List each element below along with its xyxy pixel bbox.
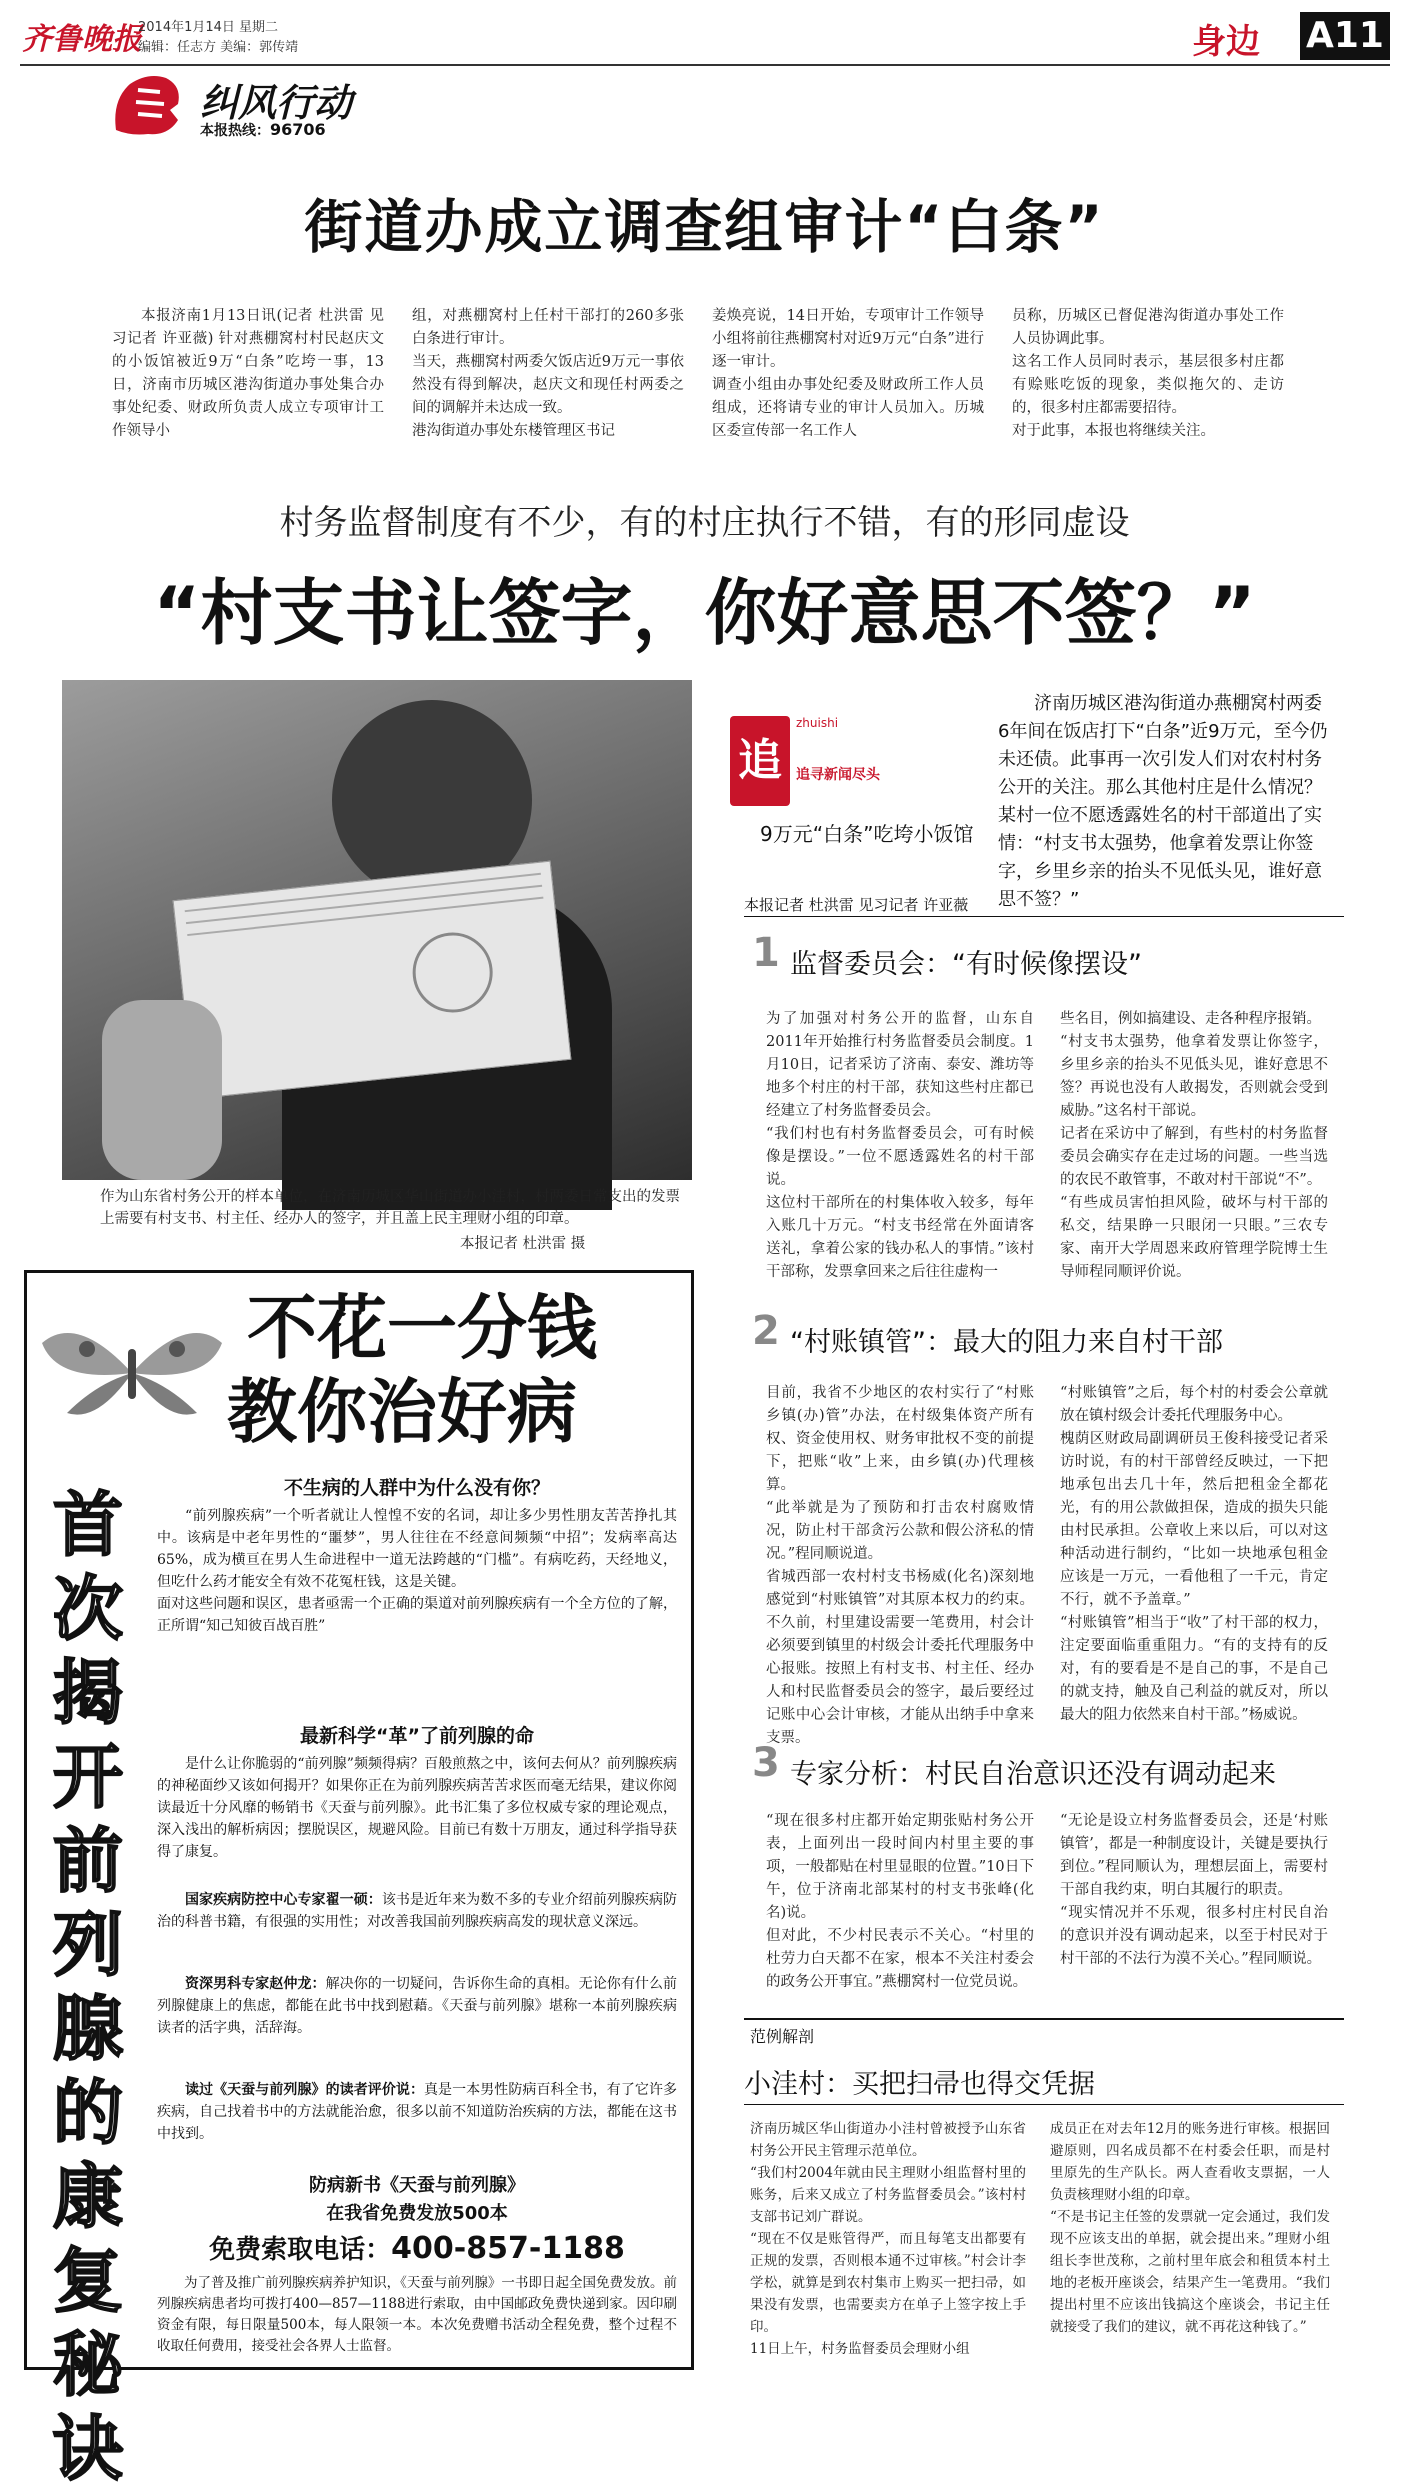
ad-paragraph-2: 是什么让你脆弱的“前列腺”频频得病？百般煎熬之中，该何去何从？前列腺疾病的神秘面纱又该如何揭开？如果你正在为前列腺疾病苦苦求医而毫无结果，建议你阅读最近十分风靡的畅销书《天蚕与前列腺》。此书汇集了多位权威专家的理论观点，深入浅出的解析病因；摆脱误区，规避风险。目前已有数十万朋友，通过科学指导获得了康复。 (157, 1756, 677, 1860)
section1-right: 些名目，例如搞建设、走各种程序报销。 “村支书太强势，他拿着发票让你签字，乡里乡亲的抬头不见低头见，谁好意思不签？再说也没有人敢揭发，否则就会受到威胁。”这名村干部说。 记者在采访中了解到，有些村的村务监督委员会确实存在走过场的问题。一些当选的农民不敢管事，不敢对村干部说“不”。 “有些成员害怕担风险，破坏与村干部的私交，结果睁一只眼闭一只眼。”三农专家、南开大学周恩来政府管理学院博士生导师程同顺评价说。 (1060, 1011, 1328, 1280)
story2-headline: “村支书让签字，你好意思不签？” (153, 571, 1256, 655)
ad-quote-1-text: 该书是近年来为数不多的专业介绍前列腺疾病防治的科普书籍，有很强的实用性；对改善我国前列腺疾病高发的现状意义深远。 (157, 1892, 678, 1930)
header-rule (20, 64, 1390, 66)
hotline (200, 120, 326, 140)
followup-headline: 9万元“白条”吃垮小饭馆 (760, 822, 974, 846)
followup-subtitle: 追寻新闻尽头 (796, 767, 880, 783)
section3-left: “现在很多村庄都开始定期张贴村务公开表，上面列出一段时间内村里主要的事项，一般都贴在村里显眼的位置。”10日下午，位于济南北部某村的村支书张峰(化名)说。 但对此，不少村民表示不关心。“村里的杜劳力白天都不在家，根本不关注村委会的政务公开事宜。”燕棚窝村一位党员说。 (766, 1813, 1034, 1990)
section3-right: “无论是设立村务监督委员会，还是‘村账镇管’，都是一种制度设计，关键是要执行到位。”程同顺认为，理想层面上，需要村干部自我约束，明白其履行的职责。 “现实情况并不乐观，很多村庄村民自治的意识并没有调动起来，以至于村民对于村干部的不法行为漠不关心。”程同顺说。 (1060, 1813, 1328, 1967)
moth-icon (37, 1313, 227, 1433)
photo-credit: 本报记者 杜洪雷 摄 (460, 1236, 586, 1252)
case-right: 成员正在对去年12月的账务进行审核。根据回避原则，四名成员都不在村委会任职，而是村里原先的生产队长。两人查看收支票据，一人负责核理财小组的印章。 “不是书记主任签的发票就一定会通过，我们发现不应该支出的单据，就会提出来。”理财小组组长李世茂称，之前村里年底会和租赁本村土地的老板开座谈会，结果产生一笔费用。“我们提出村里不应该出钱搞这个座谈会，书记主任就接受了我们的建议，就不再花这种钱了。” (1050, 2121, 1330, 2335)
followup-tag-badge (730, 716, 790, 876)
section2-right: “村账镇管”之后，每个村的村委会公章就放在镇村级会计委托代理服务中心。 槐荫区财政局副调研员王俊科接受记者采访时说，有的村干部曾经反映过，一下把地承包出去几十年，然后把租金全都花光，有的用公款做担保，造成的损失只能由村民承担。公章收上来以后，可以对这种活动进行制约，“比如一块地承包租金应该是一万元，一看他租了一千元，肯定不行，就不予盖章。” “村账镇管”相当于“收”了村干部的权力，注定要面临重重阻力。“有的支持有的反对，有的要看是不是自己的事，不是自己的就支持，触及自己利益的就反对，所以最大的阻力依然来自村干部。”杨威说。 (1060, 1385, 1328, 1723)
section2-left: 目前，我省不少地区的农村实行了“村账乡镇(办)管”办法，在村级集体资产所有权、资金使用权、财务审批权不变的前提下，把账“收”上来，由乡镇(办)代理核算。 “此举就是为了预防和打击农村腐败情况，防止村干部贪污公款和假公济私的情况。”程同顺说道。 省城西部一农村村支书杨威(化名)深刻地感觉到“村账镇管”对其原本权力的约束。不久前，村里建设需要一笔费用，村会计必须要到镇里的村级会计委托代理服务中心报账。按照上有村支书、村主任、经办人和村民监督委员会的签字，最后要经过记账中心会计审核，才能从出纳手中拿来支票。 (766, 1385, 1034, 1746)
hotline-number: 96706 (270, 120, 326, 139)
ad-quote-1 (157, 1889, 677, 1933)
photo-caption: 作为山东省村务公开的样本单位，在济南历城区华山街道办小洼村，村两委日常支出的发票上需要有村支书、村主任、经办人的签字，并且盖上民主理财小组的印章。 (100, 1189, 680, 1227)
newspaper-masthead: 齐鲁晚报 (22, 22, 142, 57)
ad-paragraph-1: “前列腺疾病”一个听者就让人惶惶不安的名词，却让多少男性朋友苦苦挣扎其中。该病是中老年男性的“噩梦”，男人往往在不经意间频频“中招”；发病率高达65%，成为横亘在男人生命进程中一道无法跨越的“门槛”。有病吃药，天经地义，但吃什么药才能安全有效不花冤枉钱，这是关键。 面对这些问题和误区，患者亟需一个正确的渠道对前列腺疾病有一个全方位的了解，正所谓“知己知彼百战百胜” (157, 1508, 677, 1634)
ad-headline-1: 不花一分钱 (247, 1287, 597, 1369)
ad-footer: 为了普及推广前列腺疾病养护知识，《天蚕与前列腺》一书即日起全国免费发放。前列腺疾病患者均可拨打400—857—1188进行索取，由中国邮政免费快递到家。因印刷资金有限，每日限量500本，每人限领一本。本次免费赠书活动全程免费，整个过程不收取任何费用，接受社会各界人士监督。 (157, 2275, 677, 2354)
ad-subhead-2: 最新科学“革”了前列腺的命 (300, 1725, 534, 1747)
story2-intro: 济南历城区港沟街道办燕棚窝村两委6年间在饭店打下“白条”近9万元，至今仍未还债。此事再一次引发人们对农村村务公开的关注。那么其他村庄是什么情况？某村一位不愿透露姓名的村干部道出了实情：“村支书太强势，他拿着发票让你签字，乡里乡亲的抬头不见低头见，谁好意思不签？” (998, 693, 1328, 910)
ad-phone-line (157, 2229, 677, 2266)
case-title-rule (744, 2104, 1344, 2105)
section1-number: 1 (752, 930, 780, 976)
case-title: 小洼村：买把扫帚也得交凭据 (744, 2069, 1095, 2100)
ad-quote-2-label: 资深男科专家赵仲龙： (185, 1976, 326, 1992)
photo-hand (102, 1000, 222, 1180)
section2-title: “村账镇管”：最大的阻力来自村干部 (790, 1327, 1223, 1358)
ad-vertical-title: 首次揭开前列腺的康复秘诀 (53, 1484, 123, 2490)
ad-quote-3-text: 真是一本男性防病百科全书，有了它许多疾病，自己找着书中的方法就能治愈，很多以前不知道防治疾病的方法，都能在这书中找到。 (157, 2082, 677, 2142)
section3-number: 3 (752, 1740, 780, 1786)
ad-quote-1-label: 国家疾病防控中心专家翟一硕： (185, 1892, 382, 1908)
followup-tag-pinyin: zhuishi (796, 716, 839, 730)
ad-promo-2: 在我省免费发放500本 (326, 2203, 508, 2224)
story2-byline: 本报记者 杜洪雷 见习记者 许亚薇 (744, 896, 969, 914)
ad-headline-2: 教你治好病 (227, 1371, 577, 1453)
followup-tag: 追事 (738, 735, 782, 876)
case-left: 济南历城区华山街道办小洼村曾被授予山东省村务公开民主管理示范单位。 “我们村2004年就由民主理财小组监督村里的账务，后来又成立了村务监督委员会。”该村村支部书记刘广群说。 “现在不仅是账管得严，而且每笔支出都要有正规的发票，否则根本通不过审核。”村会计李学松，就算是到农村集市上购买一把扫帚，如果没有发票，也需要卖方在单子上签字按上手印。 11日上午，村务监督委员会理财小组 (750, 2121, 1026, 2357)
seal-stamp-icon (409, 929, 497, 1017)
ad-promo-1: 防病新书《天蚕与前列腺》 (309, 2175, 525, 2196)
story2-kicker: 村务监督制度有不少，有的村庄执行不错，有的形同虚设 (279, 503, 1130, 543)
story1-col1: 本报济南1月13日讯(记者 杜洪雷 见习记者 许亚薇) 针对燕棚窝村村民赵庆文的小饭馆被近9万“白条”吃垮一事，13日，济南市历城区港沟街道办事处集合办事处纪委、财政所负责人成立专项审计工作领导小 (112, 308, 384, 439)
ad-quote-3-label: 读过《天蚕与前列腺》的读者评价说： (185, 2082, 424, 2098)
page-number: A11 (1300, 12, 1390, 60)
hotline-label: 本报热线： (200, 123, 270, 139)
editor-line: 编辑：任志方 美编：郭传靖 (138, 40, 299, 55)
story1-col3: 姜焕亮说，14日开始，专项审计工作领导小组将前往燕棚窝村对近9万元“白条”进行逐一审计。 调查小组由办事处纪委及财政所工作人员组成，还将请专业的审计人员加入。历城区委宣传部一名工作人 (712, 308, 984, 439)
story1-col2: 组，对燕棚窝村上任村干部打的260多张白条进行审计。 当天，燕棚窝村两委欠饭店近9万元一事依然没有得到解决，赵庆文和现任村两委之间的调解并未达成一致。 港沟街道办事处东楼管理区书记 (412, 308, 684, 439)
ad-quote-3 (157, 2079, 677, 2145)
section-name: 身边 (1192, 22, 1260, 62)
ad-subhead-1: 不生病的人群中为什么没有你？ (283, 1477, 550, 1499)
date-line: 2014年1月14日 星期二 (138, 20, 279, 35)
section1-title: 监督委员会：“有时候像摆设” (790, 949, 1142, 980)
ad-quote-2-text: 解决你的一切疑问，告诉你生命的真相。无论你有什么前列腺健康上的焦虑，都能在此书中找到慰藉。《天蚕与前列腺》堪称一本前列腺疾病读者的活字典，活辞海。 (157, 1976, 678, 2036)
story1-headline: 街道办成立调查组审计“白条” (304, 193, 1105, 261)
section3-title: 专家分析：村民自治意识还没有调动起来 (790, 1759, 1276, 1790)
case-rule (744, 2018, 1344, 2020)
case-tag: 范例解剖 (750, 2027, 815, 2046)
fist-icon (108, 70, 186, 140)
banner-title: 纠风行动 (200, 81, 353, 125)
section2-number: 2 (752, 1308, 780, 1354)
byline-rule (744, 916, 1344, 917)
ad-quote-2 (157, 1973, 677, 2039)
story1-col4: 员称，历城区已督促港沟街道办事处工作人员协调此事。 这名工作人员同时表示，基层很多村庄都有赊账吃饭的现象，类似拖欠的、走访的，很多村庄都需要招待。 对于此事，本报也将继续关注。 (1012, 308, 1284, 439)
section1-left: 为了加强对村务公开的监督，山东自2011年开始推行村务监督委员会制度。1月10日，记者采访了济南、泰安、潍坊等地多个村庄的村干部，获知这些村庄都已经建立了村务监督委员会。 “我们村也有村务监督委员会，可有时候像是摆设。”一位不愿透露姓名的村干部说。 这位村干部所在的村集体收入较多，每年入账几十万元。“村支书经常在外面请客送礼，拿着公家的钱办私人的事情。”该村干部称，发票拿回来之后往往虚构一 (766, 1011, 1034, 1280)
ad-phone-number: 400-857-1188 (391, 2231, 625, 2266)
news-photo (62, 680, 692, 1180)
receipt-image (173, 861, 572, 1100)
health-ad (24, 1270, 694, 2490)
ad-phone-label: 免费索取电话： (209, 2235, 392, 2265)
